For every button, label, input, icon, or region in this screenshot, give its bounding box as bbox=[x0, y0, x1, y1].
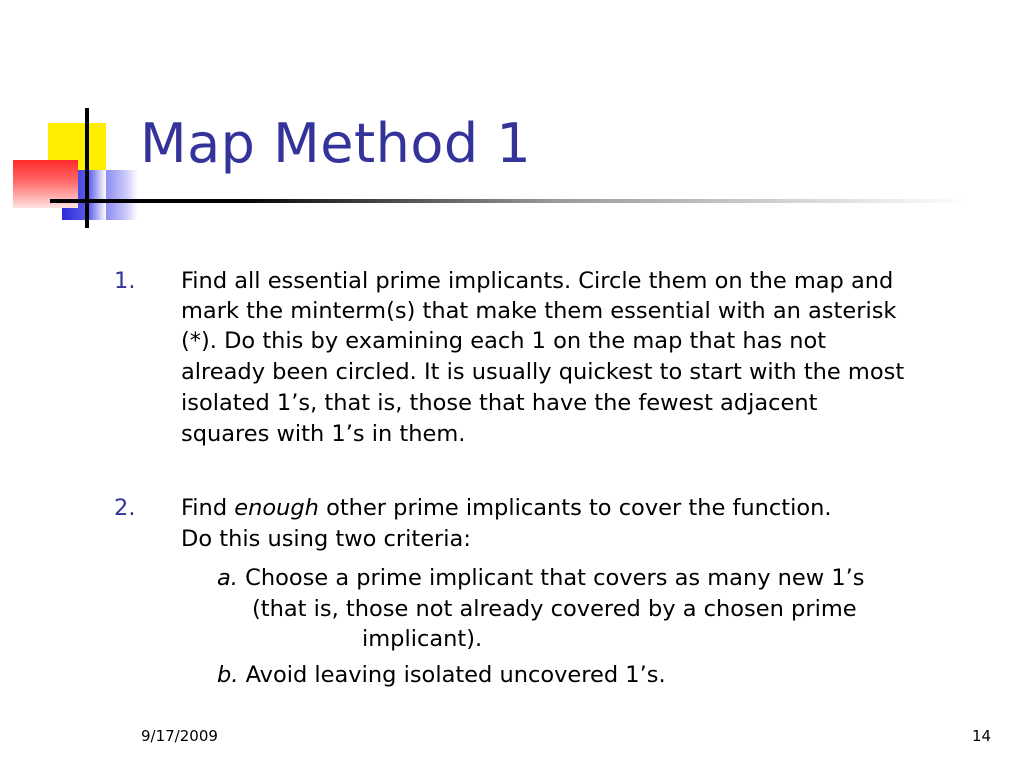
list-number-2: 2. bbox=[114, 495, 136, 521]
slide-title: Map Method 1 bbox=[140, 112, 532, 175]
criterion-a-text-1: Choose a prime implicant that covers as many new 1’s bbox=[237, 565, 865, 591]
item-2-line-1-end: other prime implicants to cover the function. bbox=[318, 495, 832, 521]
criterion-b-marker: b. bbox=[217, 662, 239, 688]
item-1-line-3: (*). Do this by examining each 1 on the map that has not bbox=[181, 328, 827, 354]
item-1-line-2: mark the minterm(s) that make them essential with an asterisk bbox=[181, 298, 897, 324]
title-underline bbox=[50, 199, 970, 203]
criterion-b-text: Avoid leaving isolated uncovered 1’s. bbox=[238, 662, 666, 688]
item-1-line-5: isolated 1’s, that is, those that have the fewest adjacent bbox=[181, 390, 818, 416]
criterion-b-line-1 bbox=[217, 660, 666, 691]
item-2-line-1-start: Find bbox=[181, 495, 235, 521]
item-1-line-4: already been circled. It is usually quickest to start with the most bbox=[181, 359, 905, 385]
decor-vertical-line bbox=[85, 108, 89, 228]
criterion-a-line-3: implicant). bbox=[362, 626, 483, 652]
item-1-line-1: Find all essential prime implicants. Circle them on the map and bbox=[181, 268, 894, 294]
criterion-a-line-1 bbox=[217, 563, 865, 594]
footer-page-number: 14 bbox=[972, 727, 992, 745]
item-2-line-1 bbox=[181, 493, 832, 524]
list-number-1: 1. bbox=[114, 268, 136, 294]
item-2-line-2: Do this using two criteria: bbox=[181, 526, 471, 552]
criterion-a-line-2: (that is, those not already covered by a chosen prime bbox=[252, 596, 857, 622]
item-2-emphasis: enough bbox=[234, 495, 319, 521]
footer-date: 9/17/2009 bbox=[141, 727, 218, 745]
criterion-a-marker: a. bbox=[217, 565, 238, 591]
item-1-line-6: squares with 1’s in them. bbox=[181, 421, 466, 447]
